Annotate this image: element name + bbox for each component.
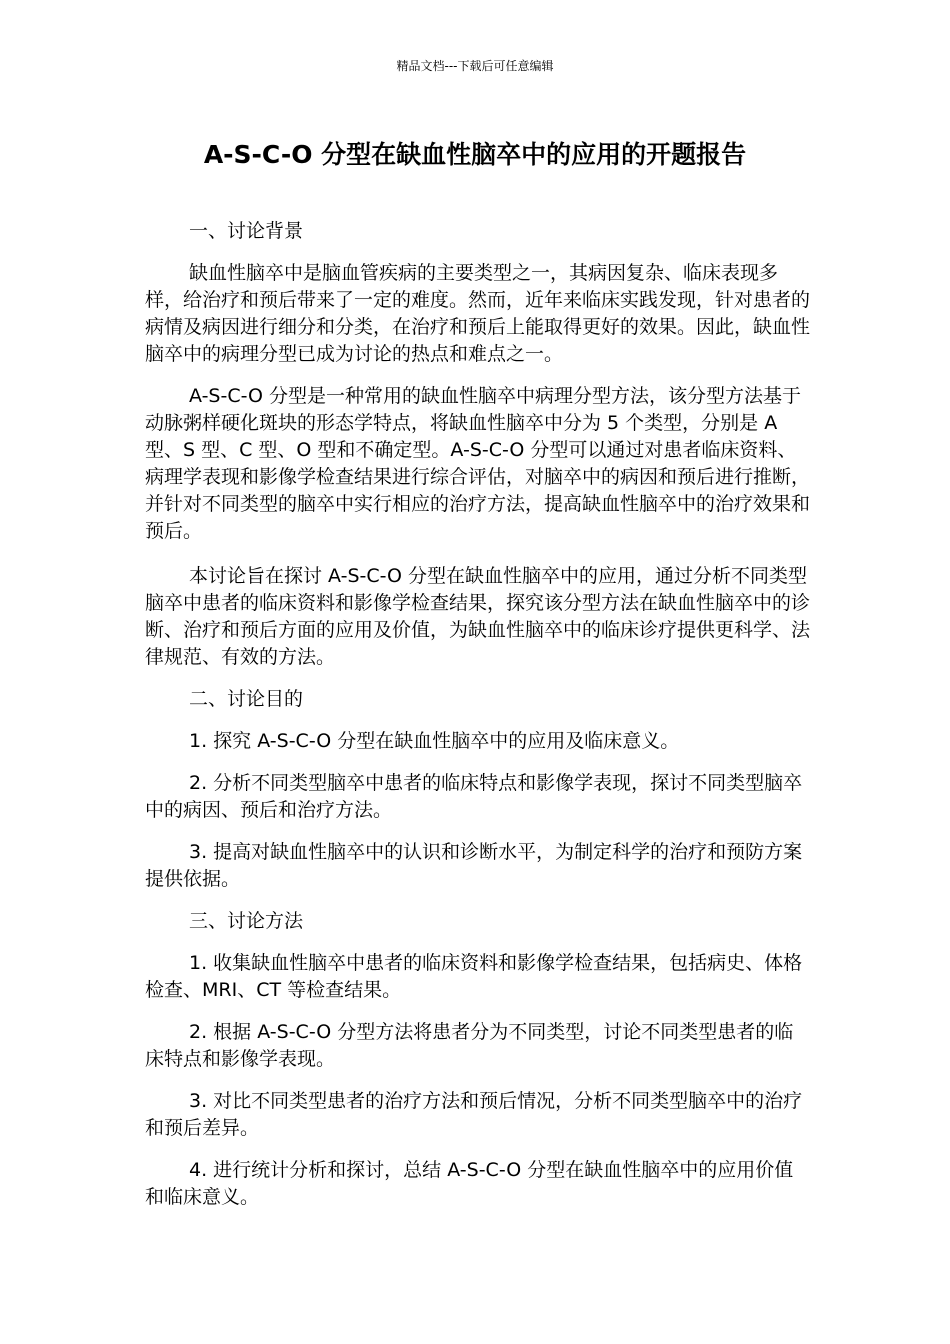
page-header-note: 精品文档---下载后可任意编辑 bbox=[396, 59, 554, 73]
methods-item-1: 1. 收集缺血性脑卒中患者的临床资料和影像学检查结果，包括病史、体格检查、MRI、CT 等检查结果。 bbox=[145, 952, 803, 1001]
document-title: A-S-C-O 分型在缺血性脑卒中的应用的开题报告 bbox=[203, 140, 747, 169]
methods-item-2: 2. 根据 A-S-C-O 分型方法将患者分为不同类型，讨论不同类型患者的临床特点和影像学表现。 bbox=[145, 1021, 794, 1070]
aims-item-1: 1. 探究 A-S-C-O 分型在缺血性脑卒中的应用及临床意义。 bbox=[189, 730, 680, 752]
section-heading-aims: 二、讨论目的 bbox=[189, 688, 304, 710]
background-paragraph-1: 缺血性脑卒中是脑血管疾病的主要类型之一，其病因复杂、临床表现多样，给治疗和预后带来了一定的难度。然而，近年来临床实践发现，针对患者的病情及病因进行细分和分类，在治疗和预后上能取得更好的效果。因此，缺血性脑卒中的病理分型已成为讨论的热点和难点之一。 bbox=[145, 262, 811, 365]
section-heading-methods: 三、讨论方法 bbox=[189, 910, 304, 932]
background-paragraph-3: 本讨论旨在探讨 A-S-C-O 分型在缺血性脑卒中的应用，通过分析不同类型脑卒中患者的临床资料和影像学检查结果，探究该分型方法在缺血性脑卒中的诊断、治疗和预后方面的应用及价值，为缺血性脑卒中的临床诊疗提供更科学、法律规范、有效的方法。 bbox=[145, 565, 811, 668]
background-paragraph-2: A-S-C-O 分型是一种常用的缺血性脑卒中病理分型方法，该分型方法基于动脉粥样硬化斑块的形态学特点，将缺血性脑卒中分为 5 个类型，分别是 A 型、S 型、C 型、O 型和不确定型。A-S-C-O 分型可以通过对患者临床资料、病理学表现和影像学检查结果进行综合评估，对脑卒中的病因和预后进行推断，并针对不同类型的脑卒中实行相应的治疗方法，提高缺血性脑卒中的治疗效果和预后。 bbox=[145, 385, 811, 542]
aims-item-2: 2. 分析不同类型脑卒中患者的临床特点和影像学表现，探讨不同类型脑卒中的病因、预后和治疗方法。 bbox=[145, 772, 803, 821]
methods-item-3: 3. 对比不同类型患者的治疗方法和预后情况，分析不同类型脑卒中的治疗和预后差异。 bbox=[145, 1090, 803, 1139]
aims-item-3: 3. 提高对缺血性脑卒中的认识和诊断水平，为制定科学的治疗和预防方案提供依据。 bbox=[145, 841, 803, 890]
section-heading-background: 一、讨论背景 bbox=[189, 220, 304, 242]
methods-item-4: 4. 进行统计分析和探讨，总结 A-S-C-O 分型在缺血性脑卒中的应用价值和临床意义。 bbox=[145, 1159, 794, 1208]
